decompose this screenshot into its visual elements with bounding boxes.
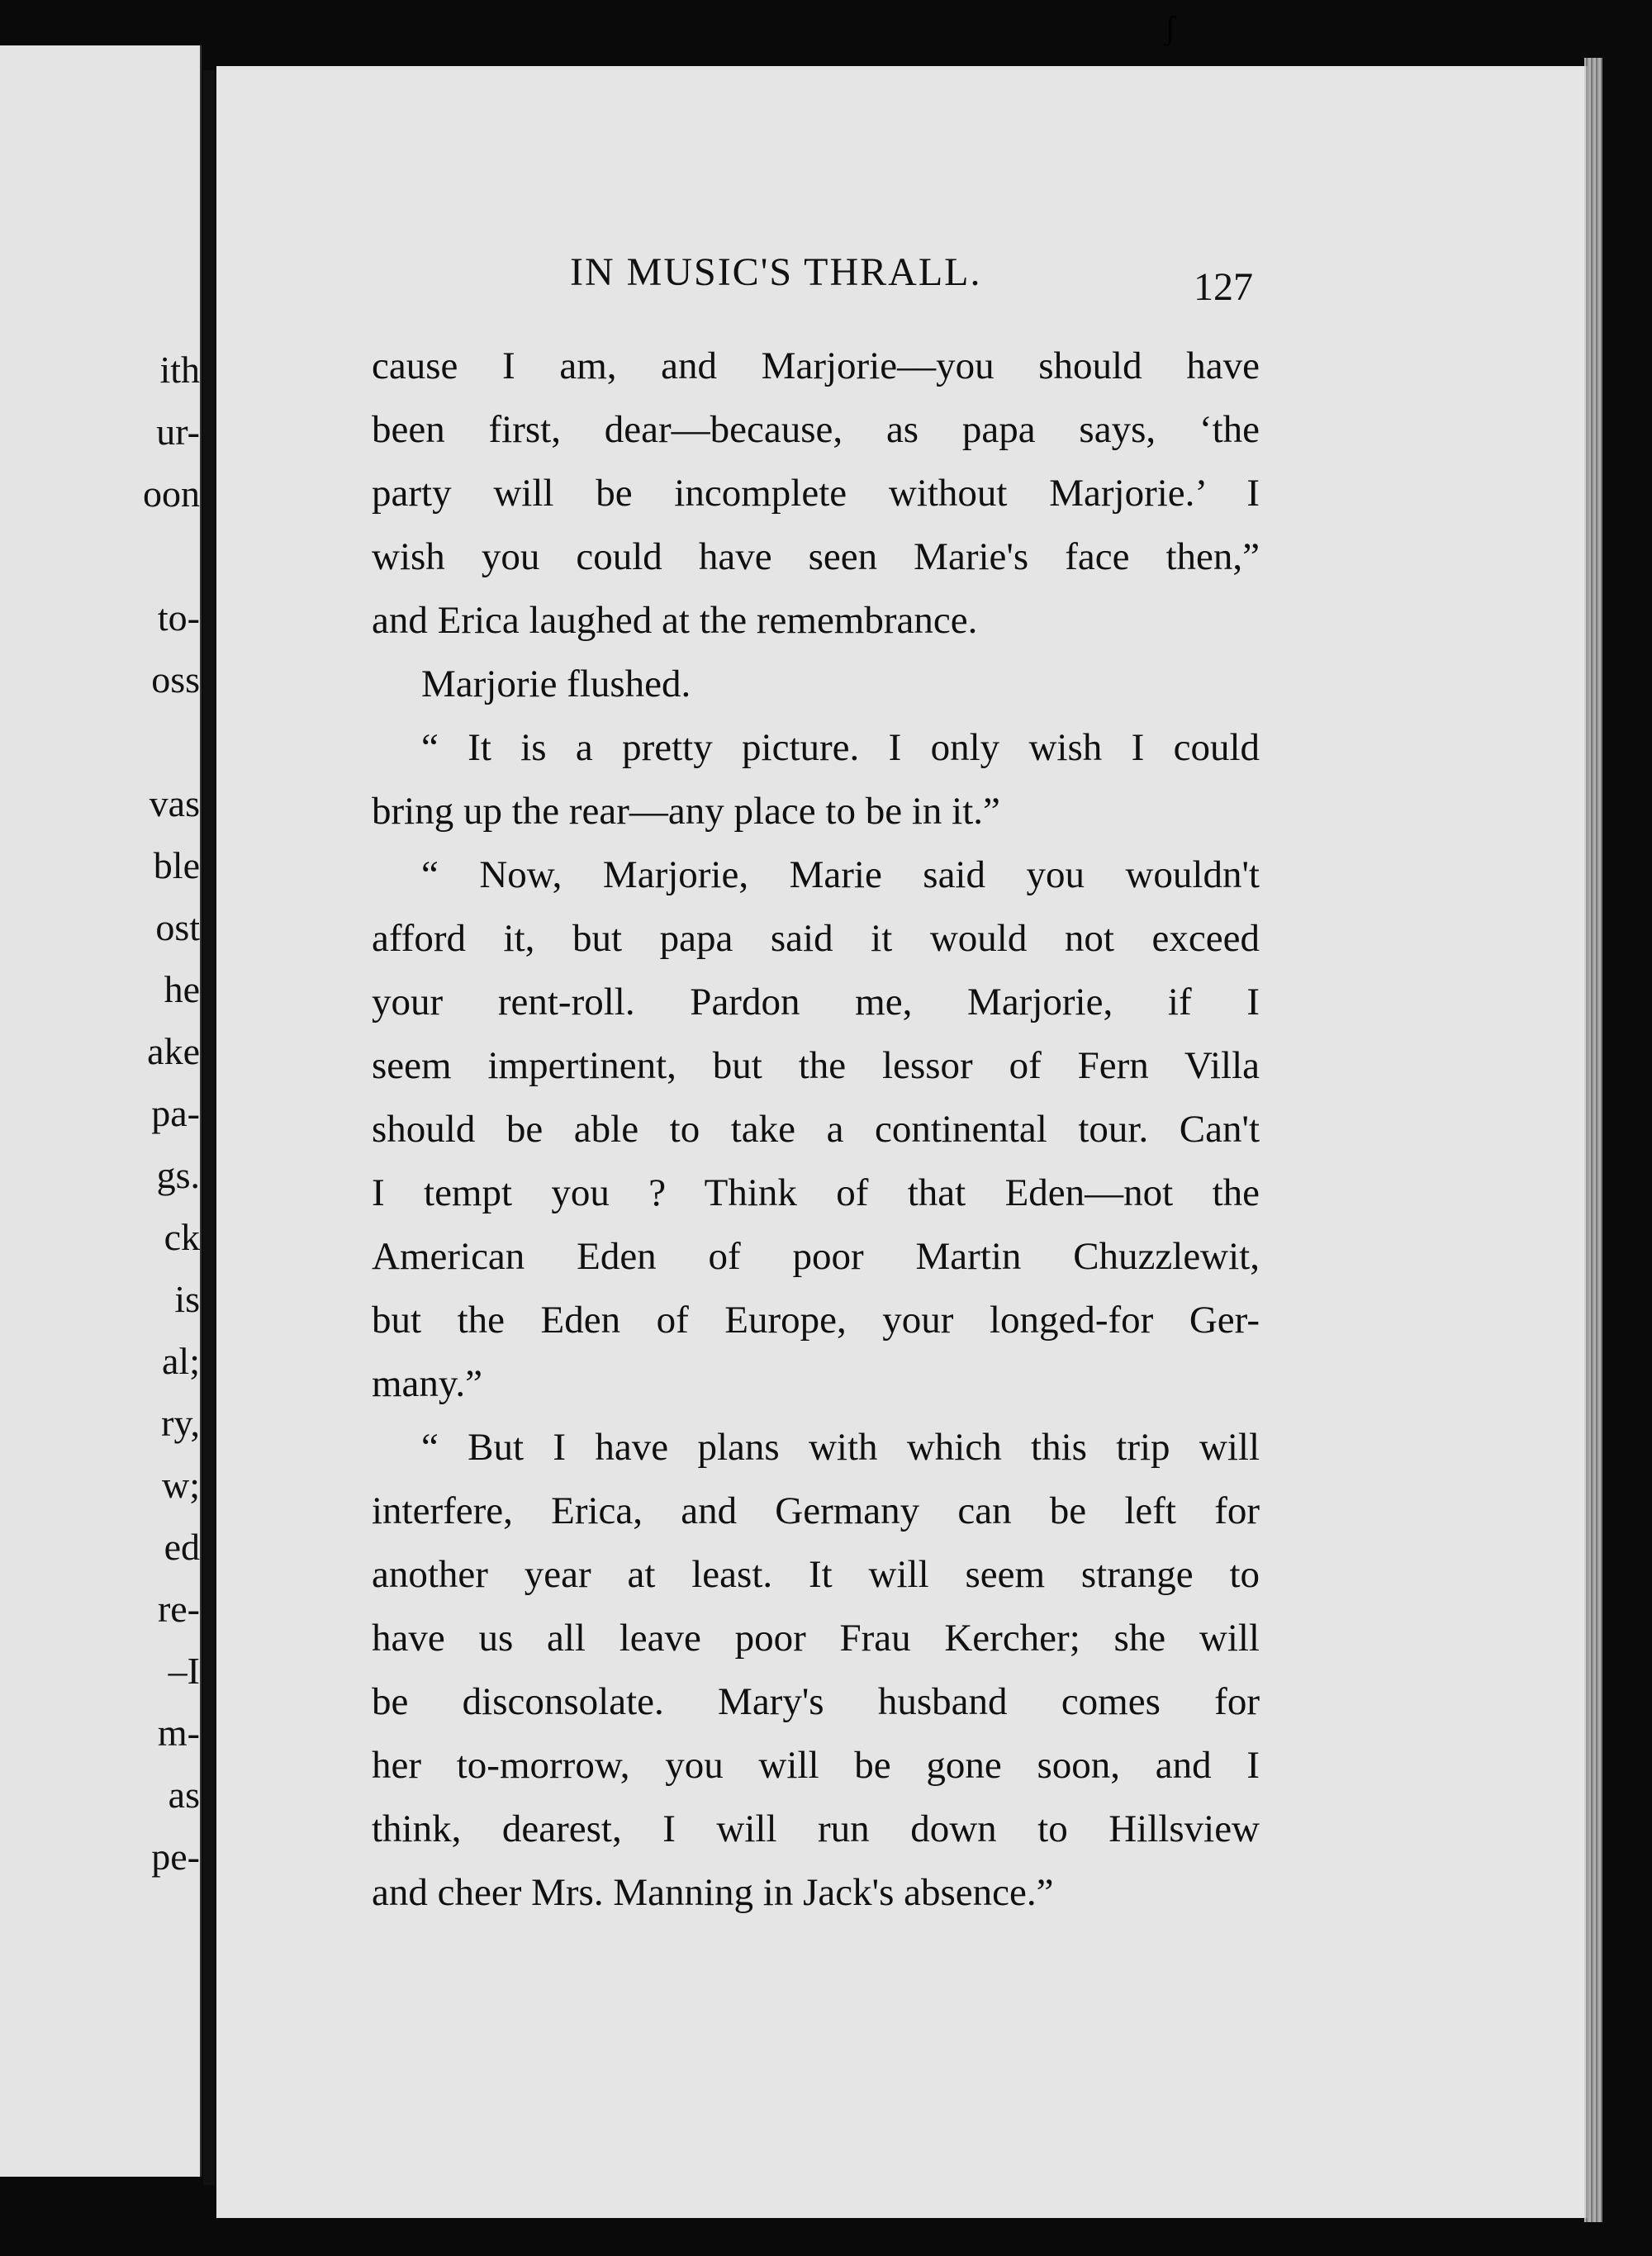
left-page-fragment: ith bbox=[159, 349, 200, 391]
left-page-fragment: as bbox=[168, 1774, 200, 1816]
book-gutter bbox=[203, 70, 215, 2185]
text-line: have us all leave poor Frau Kercher; she will bbox=[372, 1617, 1260, 1660]
text-line: many.” bbox=[372, 1362, 482, 1405]
left-page-fragment: ble bbox=[153, 844, 200, 886]
running-title: IN MUSIC'S THRALL. bbox=[570, 250, 982, 294]
left-page-fragment: he bbox=[164, 968, 200, 1010]
text-line: American Eden of poor Martin Chuzzlewit, bbox=[372, 1235, 1260, 1278]
text-line: “ It is a pretty picture. I only wish I could bbox=[421, 726, 1260, 769]
left-page-fragment: vas bbox=[149, 782, 200, 824]
text-line: afford it, but papa said it would not exceed bbox=[372, 917, 1260, 960]
left-page-fragment: w; bbox=[162, 1464, 200, 1506]
text-line: cause I am, and Marjorie––you should have bbox=[372, 344, 1260, 387]
left-page-fragment: –I bbox=[168, 1650, 200, 1692]
left-page-fragment: ck bbox=[164, 1216, 200, 1258]
left-page-fragment: is bbox=[174, 1278, 200, 1320]
text-line: interfere, Erica, and Germany can be left for bbox=[372, 1489, 1260, 1532]
left-page-fragment: ost bbox=[155, 906, 200, 948]
left-page-fragment: pe- bbox=[151, 1836, 200, 1878]
text-line: but the Eden of Europe, your longed-for Ger- bbox=[372, 1299, 1260, 1342]
left-page-fragment: oon bbox=[143, 473, 200, 515]
left-page-fragment: gs. bbox=[156, 1154, 200, 1196]
text-line: your rent-roll. Pardon me, Marjorie, if I bbox=[372, 981, 1260, 1024]
text-line: should be able to take a continental tour. Can't bbox=[372, 1108, 1260, 1151]
page-edge bbox=[1584, 58, 1602, 2222]
left-page-fragment: ur- bbox=[156, 411, 200, 453]
text-line: and Erica laughed at the remembrance. bbox=[372, 599, 978, 642]
text-line: wish you could have seen Marie's face then,” bbox=[372, 535, 1260, 578]
left-facing-page bbox=[0, 45, 202, 2177]
text-line: party will be incomplete without Marjorie.’ I bbox=[372, 472, 1260, 515]
text-line: been first, dear—because, as papa says, ‘the bbox=[372, 408, 1260, 451]
left-page-fragment: m- bbox=[157, 1712, 200, 1754]
text-line: “ But I have plans with which this trip will bbox=[421, 1426, 1260, 1469]
scan-mark: ʃ bbox=[1165, 9, 1176, 46]
left-page-fragment: ake bbox=[147, 1030, 200, 1072]
text-line: Marjorie flushed. bbox=[421, 663, 691, 705]
text-line: another year at least. It will seem strange to bbox=[372, 1553, 1260, 1596]
text-line: I tempt you ? Think of that Eden—not the bbox=[372, 1171, 1260, 1214]
left-page-fragment: ed bbox=[164, 1526, 200, 1568]
text-line: her to-morrow, you will be gone soon, and I bbox=[372, 1744, 1260, 1787]
text-line: “ Now, Marjorie, Marie said you wouldn't bbox=[421, 853, 1260, 896]
page-number: 127 bbox=[1194, 265, 1253, 309]
left-page-fragment: ry, bbox=[161, 1402, 200, 1444]
text-line: seem impertinent, but the lessor of Fern Villa bbox=[372, 1044, 1260, 1087]
text-line: and cheer Mrs. Manning in Jack's absence.” bbox=[372, 1871, 1054, 1914]
left-page-fragment: al; bbox=[162, 1340, 200, 1382]
text-line: bring up the rear—any place to be in it.” bbox=[372, 790, 1000, 833]
left-page-fragment: re- bbox=[157, 1588, 200, 1630]
text-line: be disconsolate. Mary's husband comes for bbox=[372, 1680, 1260, 1723]
left-page-fragment: pa- bbox=[151, 1092, 200, 1134]
left-page-fragment: to- bbox=[157, 596, 200, 639]
text-line: think, dearest, I will run down to Hillsview bbox=[372, 1807, 1260, 1850]
left-page-fragment: oss bbox=[151, 658, 200, 701]
